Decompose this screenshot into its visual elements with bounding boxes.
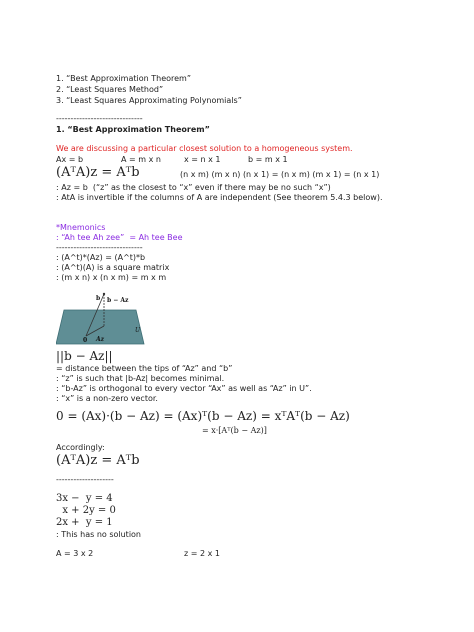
orthogonality-equation-1: 0 = (Ax)·(b − Az) = (Ax)ᵀ(b − Az) = xᵀAᵀ(b − Az) [56,409,350,423]
dim-x: x = n x 1 [184,155,221,164]
mnemonic-line: : “Ah tee Ah zee” = Ah tee Bee [56,233,183,242]
divider: ------------------------------ [56,114,143,123]
toc-item-1: 1. “Best Approximation Theorem” [56,74,191,83]
dim-a: A = m x n [121,155,161,164]
matrix-line-1: : (A^t)*(Az) = (A^t)*b [56,253,146,262]
label-b-minus-az: b − Az [107,297,129,304]
label-u: U [135,327,141,334]
dim-b: b = m x 1 [248,155,288,164]
system-eq-2: x + 2y = 0 [56,505,116,516]
intro-text: We are discussing a particular closest solution to a homogeneous system. [56,144,353,153]
no-solution-note: : This has no solution [56,530,141,539]
tip-b [103,293,105,295]
label-az: Az [96,336,105,343]
matrix-line-3: : (m x n) x (n x m) = m x m [56,273,167,282]
system-eq-3: 2x + y = 1 [56,517,113,528]
divider: -------------------- [56,475,114,484]
accordingly-label: Accordingly: [56,443,105,452]
toc-item-2: 2. “Least Squares Method” [56,85,164,94]
definition-line-2: : “z” is such that |b-Az| becomes minimal. [56,374,225,383]
normal-equation-2: (AᵀA)z = Aᵀb [56,453,140,468]
orthogonality-equation-2: = x·[Aᵀ(b − Az)] [202,426,267,435]
normal-equation: (AᵀA)z = Aᵀb [56,165,140,180]
definition-line-3: : “b-Az” is orthogonal to every vector “Ax” as well as “Az” in U”. [56,384,312,393]
projection-figure [56,286,146,348]
normal-equation-dims: (n x m) (m x n) (n x 1) = (n x m) (m x 1) = (n x 1) [180,170,380,179]
system-eq-1: 3x − y = 4 [56,493,113,504]
toc-item-3: 3. “Least Squares Approximating Polynomials” [56,96,242,105]
vector-z-size: z = 2 x 1 [184,549,220,558]
matrix-a-size: A = 3 x 2 [56,549,94,558]
ata-invertible-note: : AtA is invertible if the columns of A are independent (See theorem 5.4.3 below). [56,193,383,202]
definition-line-4: : “x” is a non-zero vector. [56,394,158,403]
definition-line-1: = distance between the tips of “Az” and “b” [56,364,233,373]
az-explanation: : Az = b (“z” as the closest to “x” even if there may be no such “x”) [56,183,331,192]
matrix-line-2: : (A^t)(A) is a square matrix [56,263,170,272]
norm-expression: ||b − Az|| [56,349,113,363]
divider: ------------------------------ [56,243,143,252]
label-zero: 0 [83,337,88,344]
mnemonics-title: *Mnemonics [56,223,106,232]
section-title: 1. “Best Approximation Theorem” [56,125,210,134]
label-b: b [96,295,101,302]
dim-ax-b: Ax = b [56,155,84,164]
